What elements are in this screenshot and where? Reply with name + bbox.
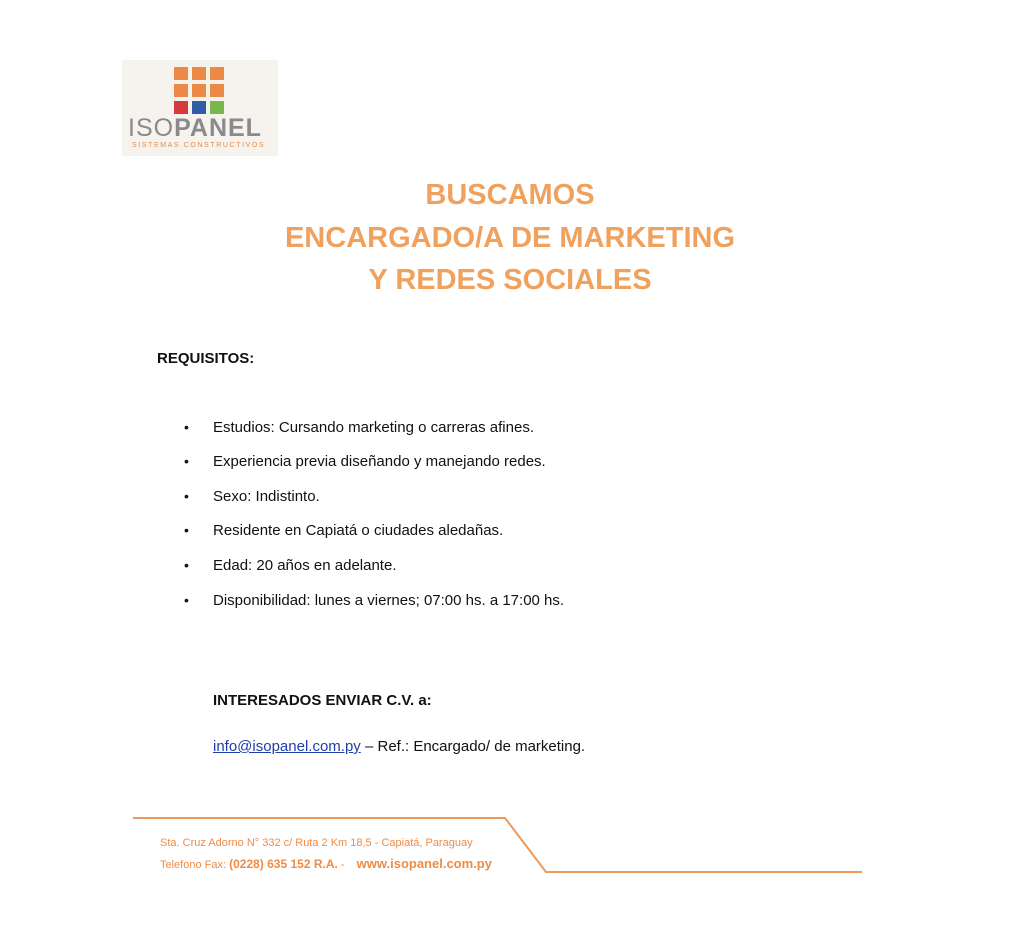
bullet-icon: • <box>184 557 189 573</box>
requirement-text: Edad: 20 años en adelante. <box>213 557 397 574</box>
requirement-text: Estudios: Cursando marketing o carreras afines. <box>213 419 534 436</box>
logo-wordmark-panel: PANEL <box>174 114 262 142</box>
requirements-title: REQUISITOS: <box>157 350 255 367</box>
bullet-icon: • <box>184 592 189 608</box>
headline-line-1: BUSCAMOS <box>425 179 595 211</box>
contact-title: INTERESADOS ENVIAR C.V. a: <box>213 692 432 709</box>
requirement-text: Residente en Capiatá o ciudades aledañas. <box>213 522 504 539</box>
bullet-icon: • <box>184 522 189 538</box>
logo-tagline: SISTEMAS CONSTRUCTIVOS <box>132 142 266 149</box>
contact-reference: – Ref.: Encargado/ de marketing. <box>360 738 586 755</box>
footer-phone-number: (0228) 635 152 R.A. <box>229 857 338 871</box>
footer-phone <box>160 856 492 871</box>
requirement-text: Sexo: Indistinto. <box>213 488 320 505</box>
headline-line-2: ENCARGADO/A DE MARKETING <box>284 222 736 254</box>
bullet-icon: • <box>184 488 189 504</box>
bullet-icon: • <box>184 419 189 435</box>
footer-phone-label: Telefono Fax: <box>160 859 227 871</box>
footer-address: Sta. Cruz Adorno N° 332 c/ Ruta 2 Km 18,5 - Capiatá, Paraguay <box>160 837 473 849</box>
footer-separator: - <box>340 859 345 871</box>
requirement-text: Disponibilidad: lunes a viernes; 07:00 hs. a 17:00 hs. <box>213 592 565 609</box>
email-link[interactable]: info@isopanel.com.py <box>213 738 361 755</box>
logo-wordmark-iso: ISO <box>128 114 175 142</box>
footer-website[interactable]: www.isopanel.com.py <box>356 856 492 871</box>
headline-line-3: Y REDES SOCIALES <box>368 264 652 296</box>
bullet-icon: • <box>184 453 189 469</box>
requirement-text: Experiencia previa diseñando y manejando redes. <box>213 453 546 470</box>
